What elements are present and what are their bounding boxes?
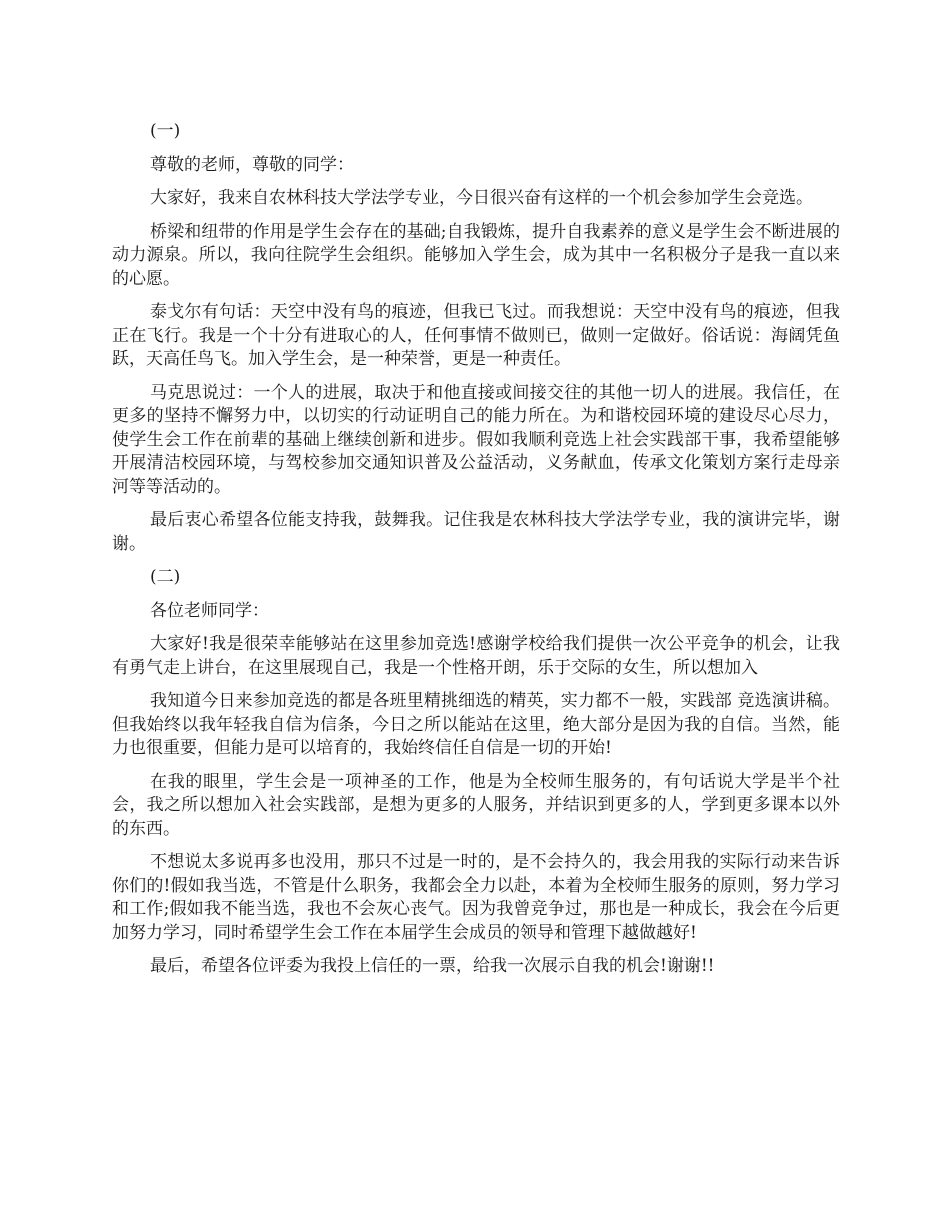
section-2-heading: (二) xyxy=(150,567,181,587)
section-2-salutation: 各位老师同学： xyxy=(150,600,269,621)
section-2-paragraph: 我知道今日来参加竞选的都是各班里精挑细选的精英，实力都不一般，实践部 竞选演讲稿。但我始终以我年轻我自信为信条，今日之所以能站在这里，绝大部分是因为我的自信。当然，能力也很重要，但能力是可以培育的，我始终信任自信是一切的开始! xyxy=(112,691,840,758)
document-page xyxy=(112,120,840,989)
section-1-paragraph: 大家好，我来自农林科技大学法学专业，今日很兴奋有这样的一个机会参加学生会竞选。 xyxy=(150,188,813,208)
section-1-heading: (一) xyxy=(150,121,181,141)
section-2-paragraph: 在我的眼里，学生会是一项神圣的工作，他是为全校师生服务的，有句话说大学是半个社会，我之所以想加入社会实践部，是想为更多的人服务，并结识到更多的人，学到更多课本以外的东西。 xyxy=(112,771,840,839)
section-2-paragraph: 不想说太多说再多也没用，那只不过是一时的，是不会持久的，我会用我的实际行动来告诉你们的!假如我当选，不管是什么职务，我都会全力以赴，本着为全校师生服务的原则，努力学习和工作;假如我不能当选，我也不会灰心丧气。因为我曾竞争过，那也是一种成长，我会在今后更加努力学习，同时希望学生会工作在本届学生会成员的领导和管理下越做越好! xyxy=(112,852,840,943)
section-1-paragraph: 马克思说过：一个人的进展，取决于和他直接或间接交往的其他一切人的进展。我信任，在更多的坚持不懈努力中，以切实的行动证明自己的能力所在。为和谐校园环境的建设尽心尽力，使学生会工作在前辈的基础上继续创新和进步。假如我顺利竞选上社会实践部干事，我希望能够开展清洁校园环境，与驾校参加交通知识普及公益活动，义务献血，传承文化策划方案行走母亲河等等活动的。 xyxy=(112,382,840,497)
section-1-paragraph: 泰戈尔有句话：天空中没有鸟的痕迹，但我已飞过。而我想说：天空中没有鸟的痕迹，但我正在飞行。我是一个十分有进取心的人，任何事情不做则已，做则一定做好。俗话说：海阔凭鱼跃，天高任鸟飞。加入学生会，是一种荣誉，更是一种责任。 xyxy=(112,302,840,369)
section-1-paragraph: 最后衷心希望各位能支持我，鼓舞我。记住我是农林科技大学法学专业，我的演讲完毕，谢谢。 xyxy=(112,510,840,554)
section-2-paragraph: 最后，希望各位评委为我投上信任的一票，给我一次展示自我的机会!谢谢!! xyxy=(150,956,715,976)
section-2-paragraph: 大家好!我是很荣幸能够站在这里参加竞选!感谢学校给我们提供一次公平竞争的机会，让我有勇气走上讲台，在这里展现自己，我是一个性格开朗，乐于交际的女生，所以想加入 xyxy=(112,634,840,678)
section-1-salutation: 尊敬的老师，尊敬的同学： xyxy=(150,154,354,175)
section-1-paragraph: 桥梁和纽带的作用是学生会存在的基础;自我锻炼，提升自我素养的意义是学生会不断进展的动力源泉。所以，我向往院学生会组织。能够加入学生会，成为其中一名积极分子是我一直以来的心愿。 xyxy=(112,221,840,289)
